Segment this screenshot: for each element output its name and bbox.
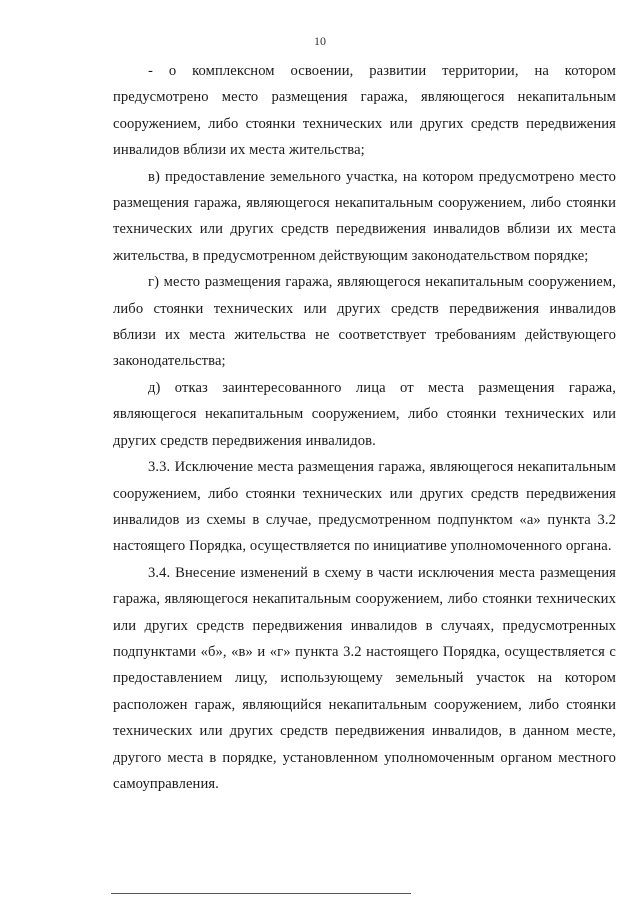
paragraph-3-3: 3.3. Исключение места размещения гаража, являющегося некапитальным сооружением, либо стоянки технических или других средств передвижения инвалидов из схемы в случае, предусмотренном подпунктом «а» пункта 3.2 настоящего Порядка, осуществляется по инициативе уполномоченного органа.: [113, 459, 616, 555]
paragraph-v-land-provision: в) предоставление земельного участка, на котором предусмотрено место размещения гаража, являющегося некапитальным сооружением, либо стоянки технических или других средств передвижения инвалидов вблизи их места жительства, в предусмотренном действующим законодательством порядке;: [113, 168, 616, 264]
document-body: [113, 58, 616, 797]
page-number: 10: [314, 34, 326, 48]
paragraph-g-noncompliance: г) место размещения гаража, являющегося некапитальным сооружением, либо стоянки технических или других средств передвижения инвалидов вблизи их места жительства не соответствует требованиям действующего законодательства;: [113, 274, 616, 370]
bottom-divider: [111, 893, 411, 894]
paragraph-3-4: 3.4. Внесение изменений в схему в части исключения места размещения гаража, являющегося некапитальным сооружением, либо стоянки технических или других средств передвижения инвалидов в случаях, предусмотренных подпунктами «б», «в» и «г» пункта 3.2 настоящего Порядка, осуществляется с предоставлением лицу, использующему земельный участок на котором расположен гараж, являющийся некапитальным сооружением, либо стоянки технических или других средств передвижения инвалидов, в данном месте, другого места в порядке, установленном уполномоченным органом местного самоуправления.: [113, 564, 616, 792]
paragraph-d-refusal: д) отказ заинтересованного лица от места размещения гаража, являющегося некапитальным сооружением, либо стоянки технических или других средств передвижения инвалидов.: [113, 379, 616, 449]
paragraph-complex-development: - о комплексном освоении, развитии территории, на котором предусмотрено место размещения гаража, являющегося некапитальным сооружением, либо стоянки технических или других средств передвижения инвалидов вблизи их места жительства;: [113, 63, 616, 159]
